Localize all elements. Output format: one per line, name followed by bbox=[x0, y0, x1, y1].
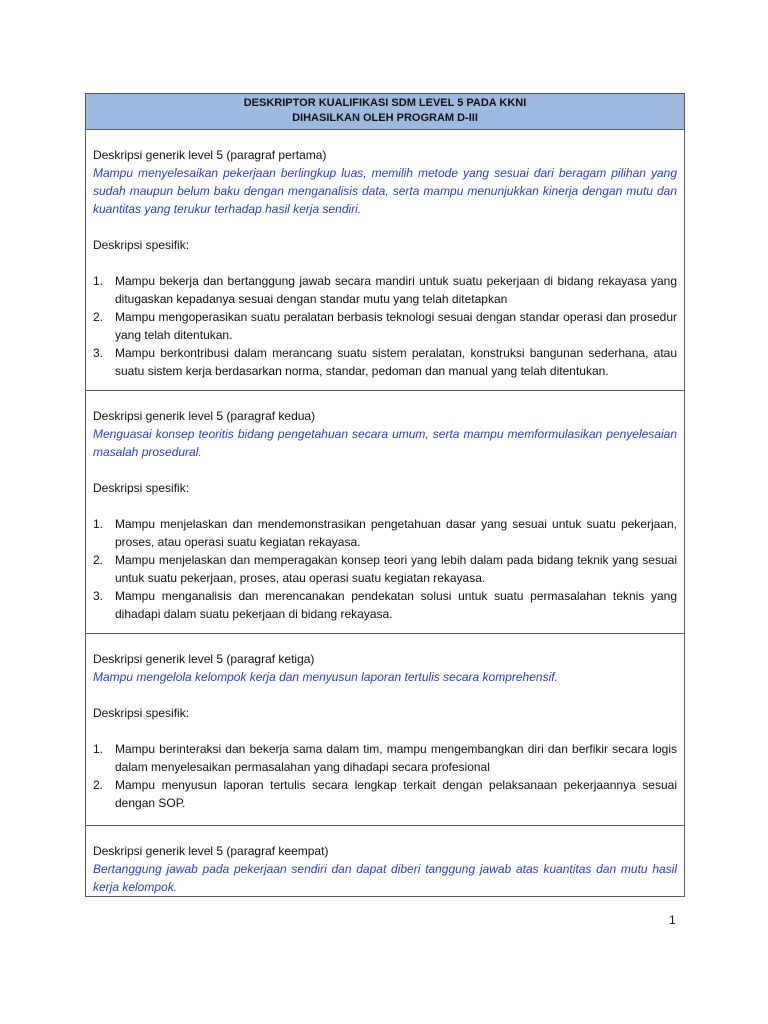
page-number: 1 bbox=[669, 913, 676, 927]
item-text: Mampu berkontribusi dalam merancang suatu sistem peralatan, konstruksi bangunan sederhana, atau suatu sistem kerja berdasarkan norma, standar, pedoman dan manual yang telah ditentukan. bbox=[115, 346, 677, 378]
specific-list bbox=[93, 272, 677, 380]
generic-description: Bertanggung jawab pada pekerjaan sendiri dan dapat diberi tanggung jawab atas kuantitas dan mutu hasil kerja kelompok. bbox=[93, 862, 677, 894]
item-text: Mampu menjelaskan dan mendemonstrasikan pengetahuan dasar yang sesuai untuk suatu pekerjaan, proses, atau operasi suatu kegiatan rekayasa. bbox=[115, 517, 677, 549]
descriptor-table bbox=[85, 93, 685, 897]
item-number: 2. bbox=[93, 553, 104, 567]
list-item bbox=[93, 308, 677, 344]
generic-title: Deskripsi generik level 5 (paragraf ketiga) bbox=[93, 652, 315, 666]
item-text: Mampu menganalisis dan merencanakan pendekatan solusi untuk suatu permasalahan teknis yang dihadapi dalam suatu pekerjaan di bidang rekayasa. bbox=[115, 589, 677, 621]
section-paragraf-ketiga bbox=[86, 634, 684, 826]
list-item bbox=[93, 587, 677, 623]
specific-list bbox=[93, 515, 677, 623]
item-number: 3. bbox=[93, 346, 104, 360]
table-header bbox=[86, 94, 684, 130]
specific-title: Deskripsi spesifik: bbox=[93, 238, 190, 252]
item-text: Mampu menyusun laporan tertulis secara lengkap terkait dengan pelaksanaan pekerjaannya sesuai dengan SOP. bbox=[115, 778, 677, 810]
section-paragraf-keempat bbox=[86, 826, 684, 896]
generic-title: Deskripsi generik level 5 (paragraf keempat) bbox=[93, 844, 329, 858]
item-number: 1. bbox=[93, 742, 104, 756]
generic-description: Menguasai konsep teoritis bidang pengetahuan secara umum, serta mampu memformulasikan penyelesaian masalah prosedural. bbox=[93, 427, 677, 459]
list-item bbox=[93, 344, 677, 380]
generic-title: Deskripsi generik level 5 (paragraf pertama) bbox=[93, 148, 327, 162]
generic-description: Mampu mengelola kelompok kerja dan menyusun laporan tertulis secara komprehensif. bbox=[93, 670, 558, 684]
item-number: 3. bbox=[93, 589, 104, 603]
item-text: Mampu berinteraksi dan bekerja sama dalam tim, mampu mengembangkan diri dan berfikir secara logis dalam menyelesaikan permasalahan yang dihadapi secara profesional bbox=[115, 742, 677, 774]
specific-title: Deskripsi spesifik: bbox=[93, 706, 190, 720]
section-paragraf-pertama bbox=[86, 130, 684, 391]
generic-title: Deskripsi generik level 5 (paragraf kedua) bbox=[93, 409, 316, 423]
item-number: 1. bbox=[93, 274, 104, 288]
header-title-line1: DESKRIPTOR KUALIFIKASI SDM LEVEL 5 PADA KKNI bbox=[243, 97, 527, 109]
list-item bbox=[93, 551, 677, 587]
list-item bbox=[93, 740, 677, 776]
item-number: 2. bbox=[93, 310, 104, 324]
item-text: Mampu menjelaskan dan memperagakan konsep teori yang lebih dalam pada bidang teknik yang sesuai untuk suatu pekerjaan, proses, atau operasi suatu kegiatan rekayasa. bbox=[115, 553, 677, 585]
item-number: 1. bbox=[93, 517, 104, 531]
item-number: 2. bbox=[93, 778, 104, 792]
generic-description: Mampu menyelesaikan pekerjaan berlingkup luas, memilih metode yang sesuai dari beragam pilihan yang sudah maupun belum baku dengan menganalisis data, serta mampu menunjukkan kinerja dengan mutu dan kuantitas yang terukur terhadap hasil kerja sendiri. bbox=[93, 166, 677, 216]
list-item bbox=[93, 776, 677, 812]
section-paragraf-kedua bbox=[86, 391, 684, 634]
list-item bbox=[93, 272, 677, 308]
specific-title: Deskripsi spesifik: bbox=[93, 481, 190, 495]
list-item bbox=[93, 515, 677, 551]
item-text: Mampu mengoperasikan suatu peralatan berbasis teknologi sesuai dengan standar operasi dan prosedur yang telah ditentukan. bbox=[115, 310, 677, 342]
item-text: Mampu bekerja dan bertanggung jawab secara mandiri untuk suatu pekerjaan di bidang rekayasa yang ditugaskan kepadanya sesuai dengan standar mutu yang telah ditetapkan bbox=[115, 274, 677, 306]
header-title-line2: DIHASILKAN OLEH PROGRAM D-III bbox=[292, 112, 478, 124]
specific-list bbox=[93, 740, 677, 812]
